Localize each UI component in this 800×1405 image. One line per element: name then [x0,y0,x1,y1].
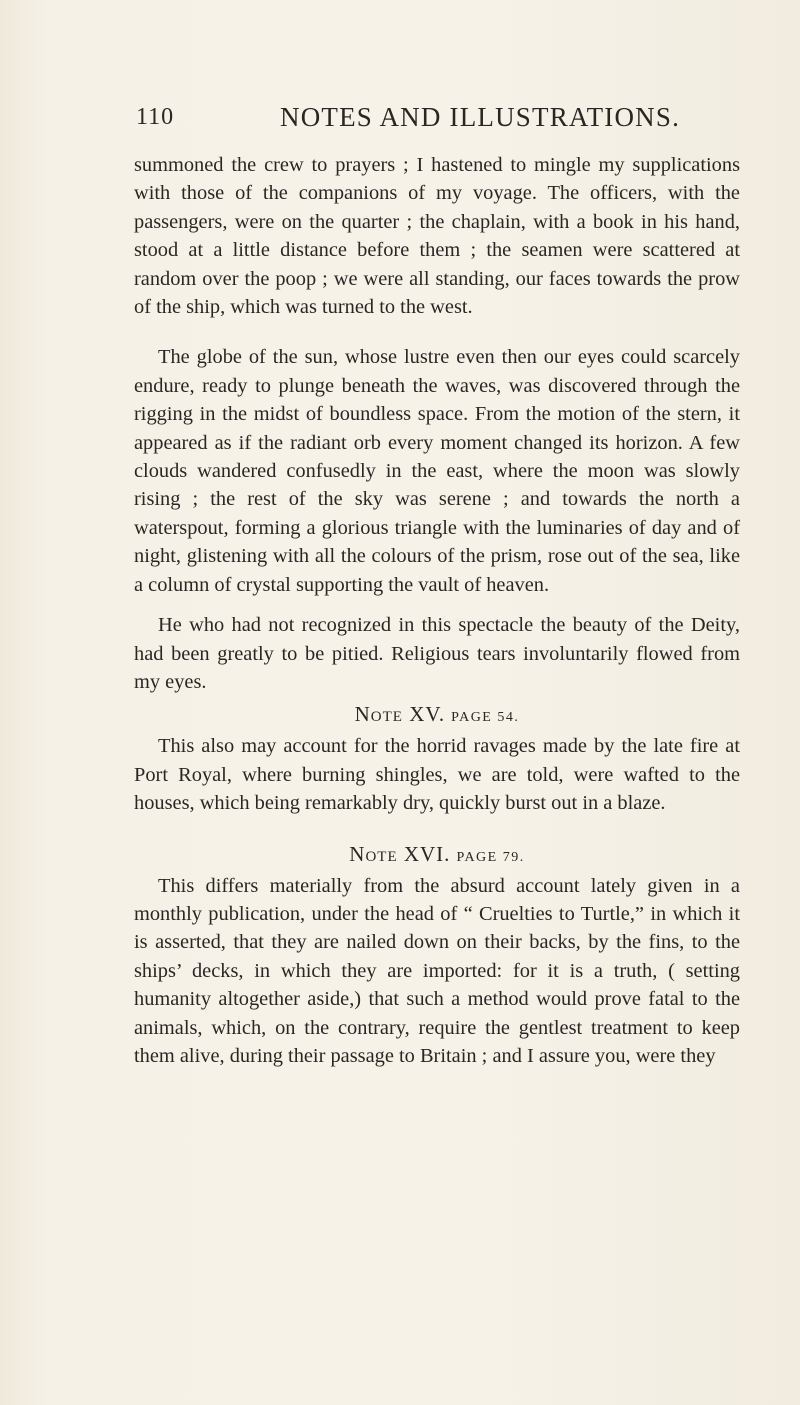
note-16-page: PAGE 79. [456,849,525,865]
paragraph-sun: The globe of the sun, whose lustre even then our eyes could scarcely endure, ready to plunge beneath the waves, was discovered through the rigging in the midst of boundless space. From the motion of the stern, it appeared as if the radiant orb every moment changed its horizon. A few clouds wandered confusedly in the east, where the moon was slowly rising ; the rest of the sky was serene ; and towards the north a waterspout, forming a glorious triangle with the luminaries of day and of night, glistening with all the colours of the prism, rose out of the sea, like a column of crystal supporting the vault of heaven. [134,346,740,596]
note-15-label: Note XV. [354,702,446,727]
note-16-heading [134,840,740,872]
note-15-heading [134,700,740,732]
running-head: NOTES AND ILLUSTRATIONS. [280,102,681,132]
paragraph-deity: He who had not recognized in this spectacle the beauty of the Deity, had been greatly to be pitied. Religious tears involuntarily flowed from my eyes. [134,614,740,693]
note-16-label: Note XVI. [349,841,451,866]
note-15-text: This also may account for the horrid ravages made by the late fire at Port Royal, where burning shingles, we are told, were wafted to the houses, which being remarkably dry, quickly burst out in a blaze. [134,735,740,815]
note-16-text: This differs materially from the absurd account lately given in a monthly publication, under the head of “ Cruelties to Turtle,” in which it is asserted, that they are nailed down on their backs, by the fins, to the ships’ decks, in which they are imported: for it is a truth, ( setting humanity altogether aside,) that such a method would prove fatal to the animals, which, on the contrary, require the gentlest treatment to keep them alive, during their passage to Britain ; and I assure you, were they [134,874,740,1067]
paragraph-continuation: summoned the crew to prayers ; I hastened to mingle my supplications with those of the companions of my voyage. The officers, with the passengers, were on the quarter ; the chaplain, with a book in his hand, stood at a little distance before them ; the seamen were scattered at random over the poop ; we were all standing, our faces towards the prow of the ship, which was turned to the west. [134,154,740,319]
body-text [134,151,740,1070]
page-number: 110 [136,104,175,130]
note-15-page: PAGE 54. [451,710,520,726]
